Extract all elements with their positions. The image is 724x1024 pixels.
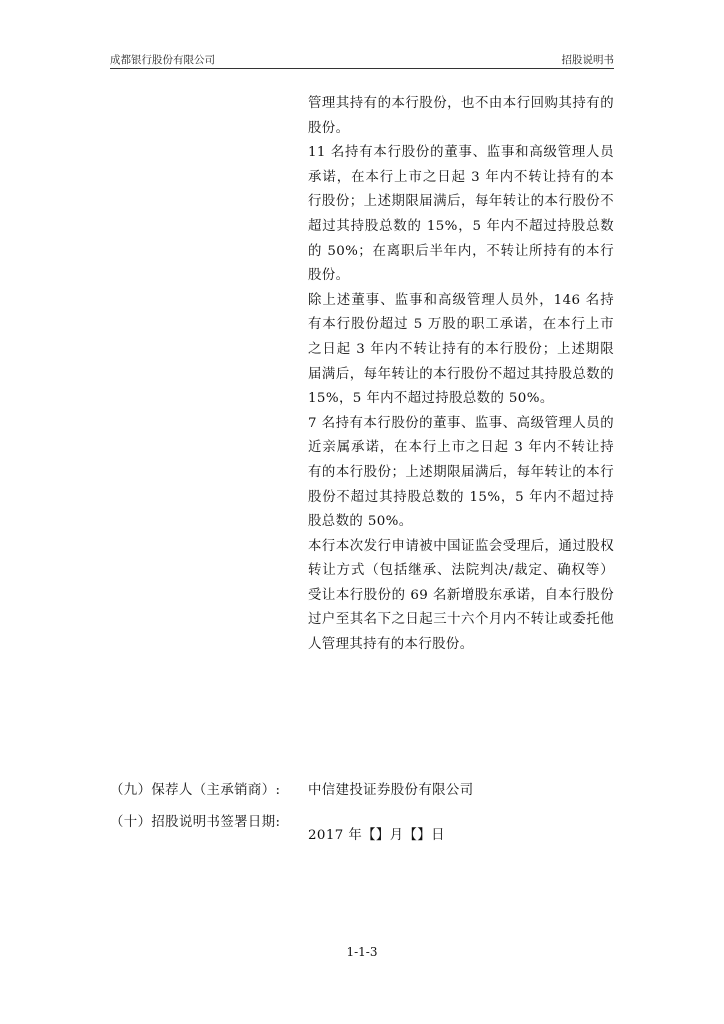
header-company-name: 成都银行股份有限公司 <box>110 54 215 66</box>
paragraph-relatives-commitment: 7 名持有本行股份的董事、监事、高级管理人员的近亲属承诺，在本行上市之日起 3 年内不转让持有的本行股份；上述期限届满后，每年转让的本行股份不超过其持股总数的 15%，5 年内不超过持股总数的 50%。 <box>308 415 614 530</box>
sponsor-value: 中信建投证券股份有限公司 <box>308 783 474 798</box>
header-document-type: 招股说明书 <box>561 54 614 66</box>
paragraph-new-shareholders-commitment: 本行本次发行申请被中国证监会受理后，通过股权转让方式（包括继承、法院判决/裁定、确权等）受让本行股份的 69 名新增股东承诺，自本行股份过户至其名下之日起三十六个月内不转让或委托他人管理其持有的本行股份。 <box>308 538 614 653</box>
sponsor-label: （九）保荐人（主承销商）: <box>110 783 281 798</box>
page-header <box>110 52 614 69</box>
sign-date-value: 2017 年【】月【】日 <box>308 828 445 843</box>
paragraph-employees-commitment: 除上述董事、监事和高级管理人员外，146 名持有本行股份超过 5 万股的职工承诺，在本行上市之日起 3 年内不转让持有的本行股份；上述期限届满后，每年转让的本行股份不超过其持股总数的 15%，5 年内不超过持股总数的 50%。 <box>308 292 614 407</box>
commitment-text-block <box>308 92 614 658</box>
page-number: 1-1-3 <box>346 945 378 959</box>
sign-date-label: （十）招股说明书签署日期: <box>110 815 281 830</box>
paragraph-directors-commitment: 11 名持有本行股份的董事、监事和高级管理人员承诺，在本行上市之日起 3 年内不转让持有的本行股份；上述期限届满后，每年转让的本行股份不超过其持股总数的 15%，5 年内不超过持股总数的 50%；在离职后半年内，不转让所持有的本行股份。 <box>308 145 614 284</box>
paragraph-continuation: 管理其持有的本行股份，也不由本行回购其持有的股份。 <box>308 96 614 136</box>
